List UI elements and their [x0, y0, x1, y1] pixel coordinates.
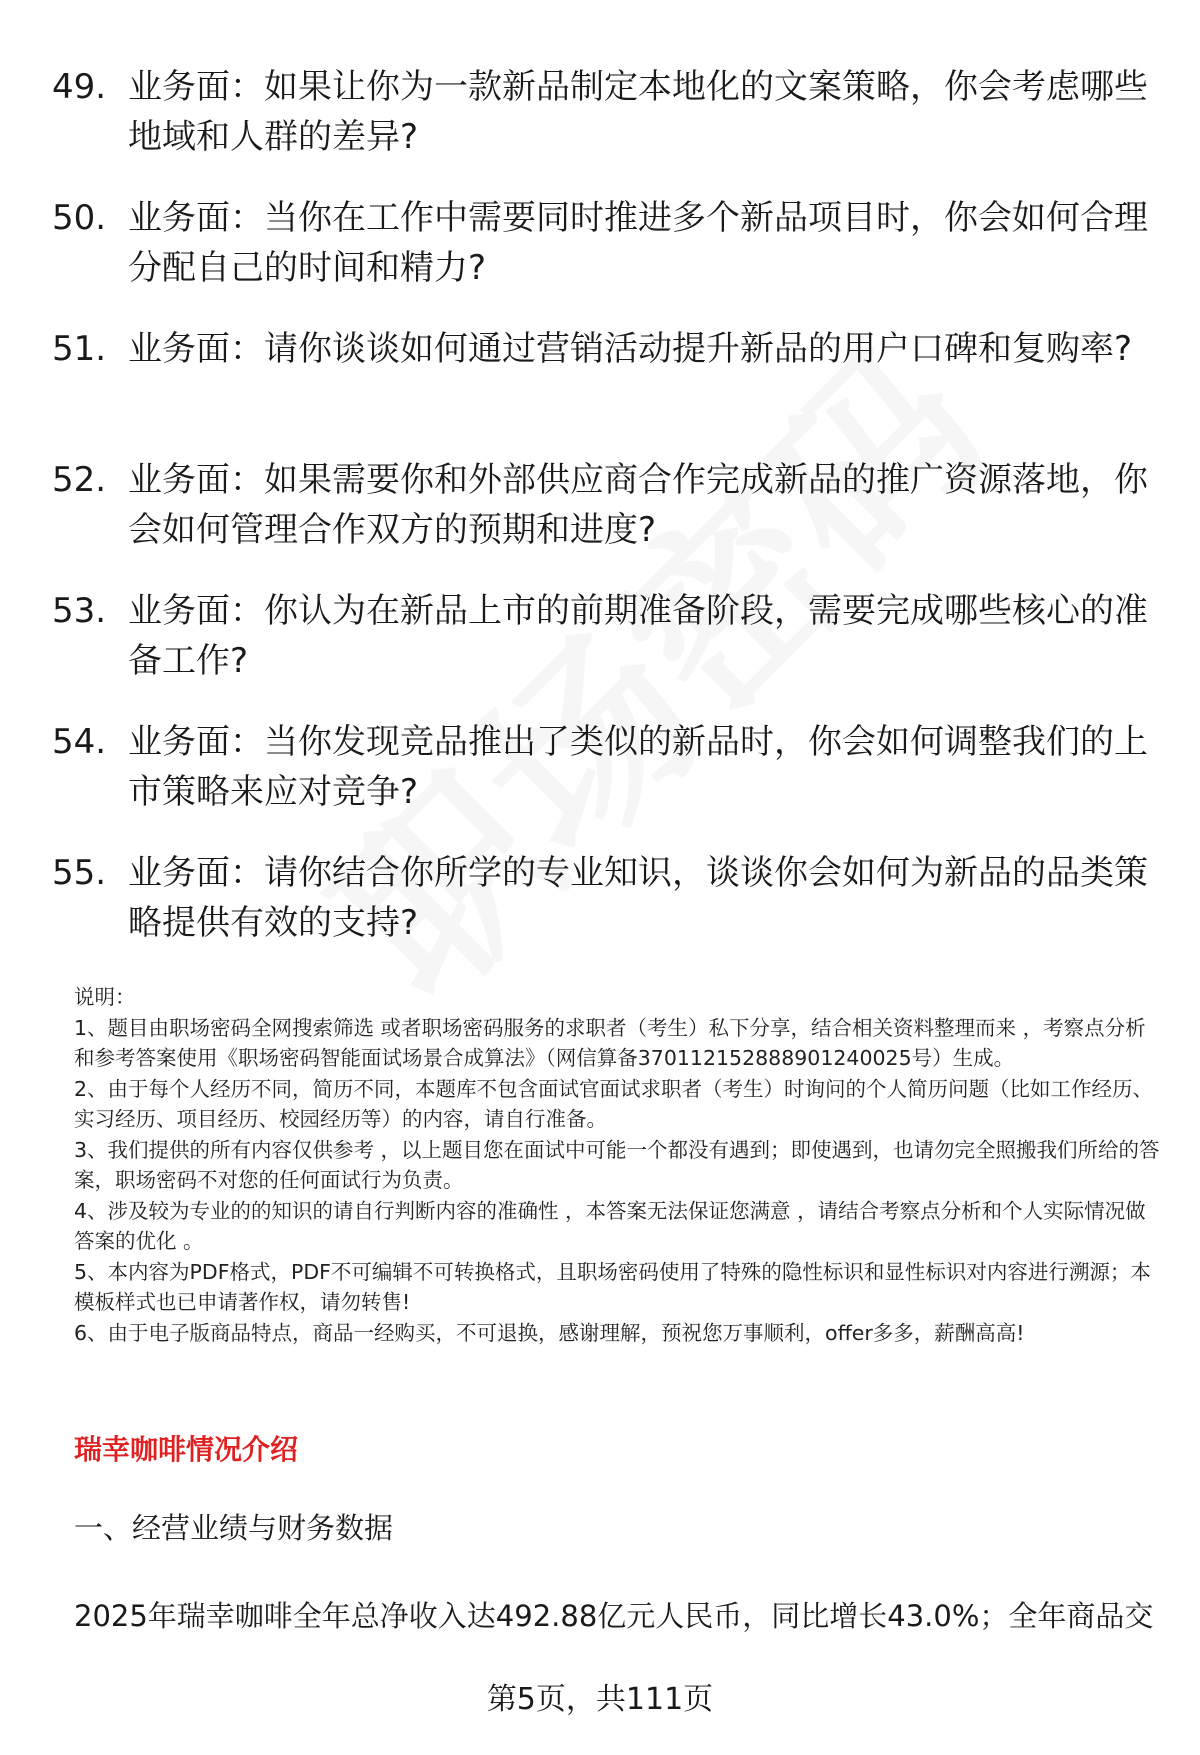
note-item: 3、我们提供的所有内容仅供参考 ，以上题目您在面试中可能一个都没有遇到；即使遇到，也请勿完全照搬我们所给的答案，职场密码不对您的任何面试行为负责。	[74, 1137, 1160, 1192]
question-text: 业务面：当你发现竞品推出了类似的新品时，你会如何调整我们的上市策略来应对竞争?	[128, 722, 1148, 812]
question-item	[52, 324, 1152, 374]
question-item	[52, 193, 1152, 293]
question-item	[52, 62, 1152, 162]
question-number: 49.	[52, 67, 107, 107]
note-item: 5、本内容为PDF格式，PDF不可编辑不可转换格式，且职场密码使用了特殊的隐性标识和显性标识对内容进行溯源；本模板样式也已申请著作权，请勿转售!	[74, 1259, 1151, 1314]
question-number: 54.	[52, 722, 107, 762]
section-title: 一、经营业绩与财务数据	[74, 1511, 394, 1545]
notes-section	[74, 982, 1164, 1348]
question-text: 业务面：当你在工作中需要同时推进多个新品项目时，你会如何合理分配自己的时间和精力?	[128, 198, 1148, 288]
question-number: 50.	[52, 198, 107, 238]
note-item: 2、由于每个人经历不同，简历不同，本题库不包含面试官面试求职者（考生）时询问的个人简历问题（比如工作经历、实习经历、项目经历、校园经历等）的内容，请自行准备。	[74, 1076, 1154, 1131]
note-item: 4、涉及较为专业的的知识的请自行判断内容的准确性 ，本答案无法保证您满意 ，请结合考察点分析和个人实际情况做答案的优化 。	[74, 1198, 1146, 1253]
notes-title: 说明：	[74, 985, 136, 1009]
question-number: 53.	[52, 591, 107, 631]
question-text: 业务面：你认为在新品上市的前期准备阶段，需要完成哪些核心的准备工作?	[128, 591, 1148, 681]
question-item	[52, 455, 1152, 555]
question-text: 业务面：请你谈谈如何通过营销活动提升新品的用户口碑和复购率?	[128, 329, 1133, 369]
question-text: 业务面：如果需要你和外部供应商合作完成新品的推广资源落地，你会如何管理合作双方的预期和进度?	[128, 460, 1148, 550]
note-item: 1、题目由职场密码全网搜索筛选 或者职场密码服务的求职者（考生）私下分享，结合相关资料整理而来 ，考察点分析和参考答案使用《职场密码智能面试场景合成算法》（网信算备370112152888901240025号）生成。	[74, 1015, 1146, 1070]
question-text: 业务面：请你结合你所学的专业知识，谈谈你会如何为新品的品类策略提供有效的支持?	[128, 853, 1148, 943]
question-item	[52, 717, 1152, 817]
page-footer: 第5页，共111页	[486, 1682, 714, 1717]
question-text: 业务面：如果让你为一款新品制定本地化的文案策略，你会考虑哪些地域和人群的差异?	[128, 67, 1148, 157]
question-number: 52.	[52, 460, 107, 500]
company-heading: 瑞幸咖啡情况介绍	[74, 1433, 299, 1466]
note-item: 6、由于电子版商品特点，商品一经购买，不可退换，感谢理解，预祝您万事顺利，offer多多，薪酬高高!	[74, 1320, 1025, 1345]
body-paragraph: 2025年瑞幸咖啡全年总净收入达492.88亿元人民币，同比增长43.0%；全年商品交	[74, 1599, 1154, 1633]
question-number: 55.	[52, 853, 107, 893]
question-item	[52, 848, 1152, 948]
question-item	[52, 586, 1152, 686]
question-number: 51.	[52, 329, 107, 369]
